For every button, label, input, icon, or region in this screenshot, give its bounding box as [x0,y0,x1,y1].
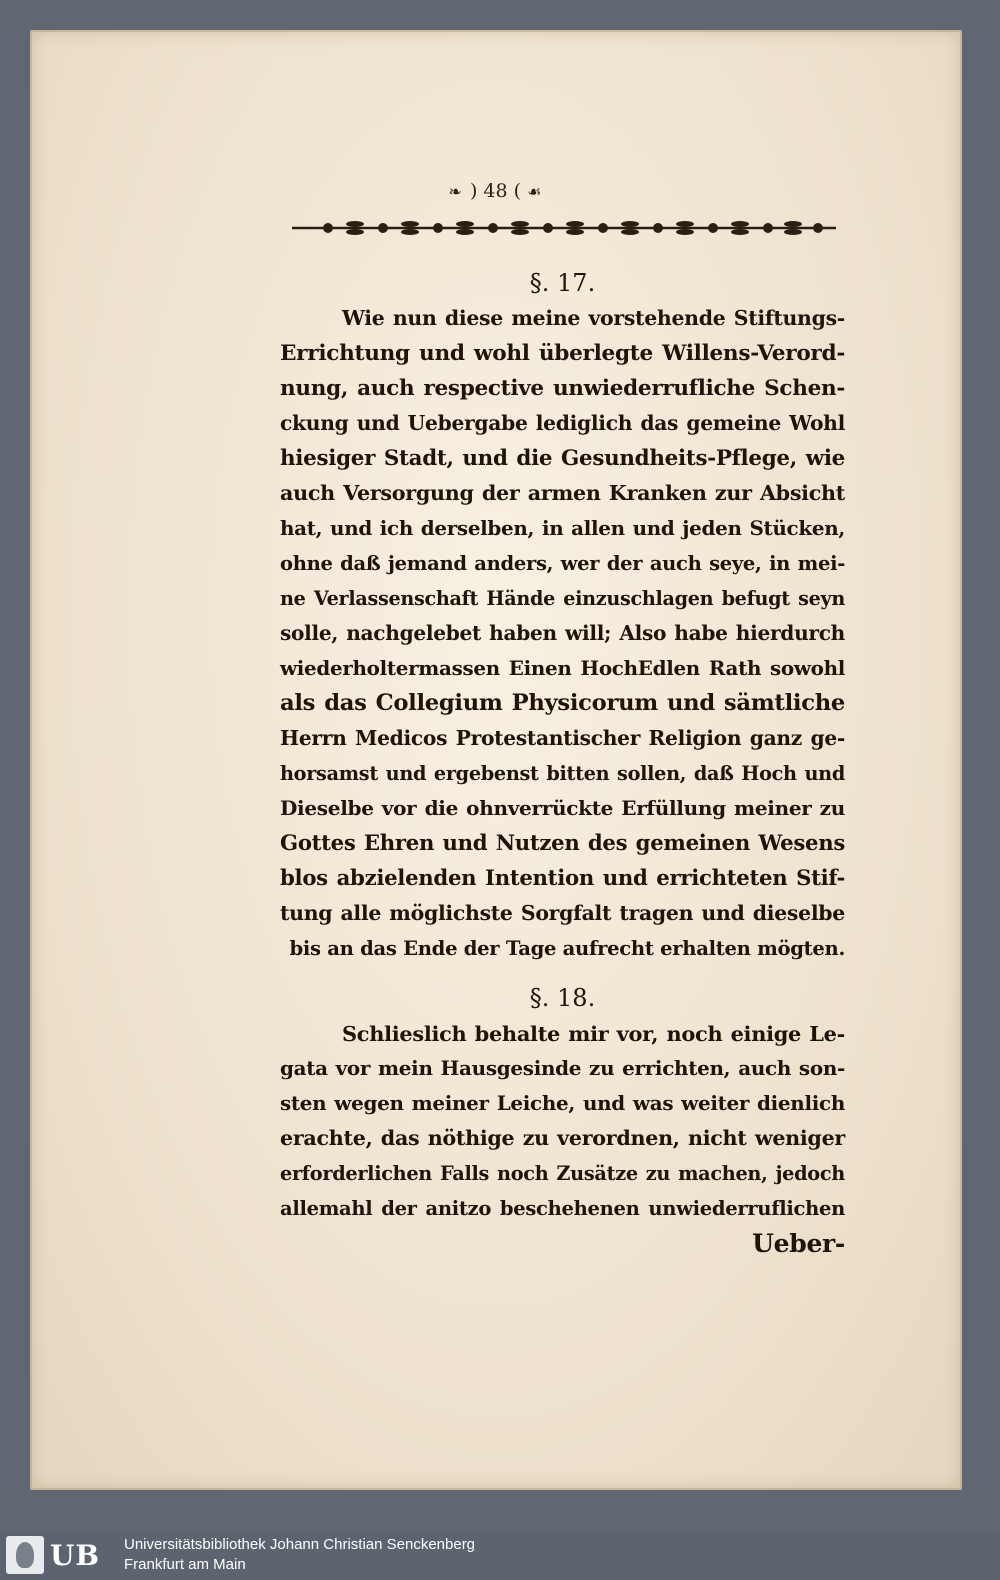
section-17 [280,265,845,966]
text-line: Herrn Medicos Protestantischer Religion ganz ge- [280,726,845,750]
text-line: erforderlichen Falls noch Zusätze zu machen, jedoch [280,1162,845,1185]
library-city: Frankfurt am Main [124,1556,246,1573]
text-line: allemahl der anitzo beschehenen unwiederruflichen [280,1197,845,1220]
text-line: auch Versorgung der armen Kranken zur Absicht [280,481,845,505]
text-line: ohne daß jemand anders, wer der auch seye, in mei- [280,552,845,575]
text-line: Wie nun diese meine vorstehende Stiftungs- [342,306,845,330]
document-page [30,30,962,1490]
section-18-body [280,1016,845,1226]
text-line: solle, nachgelebet haben will; Also habe hierdurch [280,621,845,645]
text-line: wiederholtermassen Einen HochEdlen Rath sowohl [280,656,845,680]
text-line: hat, und ich derselben, in allen und jeden Stücken, [280,516,845,540]
text-line: erachte, das nöthige zu verordnen, nicht weniger [280,1126,845,1150]
library-name: Universitätsbibliothek Johann Christian Senckenberg [124,1536,476,1553]
text-line: ne Verlassenschaft Hände einzuschlagen befugt seyn [280,587,845,610]
text-line: Dieselbe vor die ohnverrückte Erfüllung meiner zu [280,796,845,820]
header-ornament-left-icon: ❧ [448,182,464,201]
text-line: ckung und Uebergabe lediglich das gemeine Wohl [280,411,845,435]
text-line: horsamst und ergebenst bitten sollen, daß Hoch und [280,762,845,785]
text-line: nung, auch respective unwiederrufliche Schen- [280,376,845,401]
section-heading: §. 17. [529,269,596,297]
footer-bar [0,1530,1000,1580]
section-17-body [280,301,845,966]
logo-text: UB [50,1538,101,1572]
text-line: sten wegen meiner Leiche, und was weiter dienlich [280,1091,845,1115]
section-heading: §. 18. [529,984,596,1012]
header-ornament-right-icon: ☙ [527,182,544,201]
text-line: blos abzielenden Intention und errichteten Stif- [280,866,845,891]
portrait-icon [6,1536,44,1574]
text-line: hiesiger Stadt, und die Gesundheits-Pflege, wie [280,446,845,471]
text-line: bis an das Ende der Tage aufrecht erhalten mögten. [289,937,845,960]
text-line: als das Collegium Physicorum und sämtliche [280,690,845,716]
section-18 [280,980,845,1261]
text-line: tung alle möglichste Sorgfalt tragen und dieselbe [280,901,845,925]
page-number: ) 48 ( [469,180,522,202]
catchword: Ueber- [752,1229,845,1258]
text-line: Schlieslich behalte mir vor, noch einige Le- [342,1021,845,1046]
text-line: Errichtung und wohl überlegte Willens-Verord- [280,341,845,366]
library-logo [6,1536,116,1574]
text-line: gata vor mein Hausgesinde zu errichten, auch son- [280,1056,845,1080]
text-line: Gottes Ehren und Nutzen des gemeinen Wesens [280,831,845,856]
page-header [30,180,962,202]
ornamental-rule-icon [288,217,840,239]
